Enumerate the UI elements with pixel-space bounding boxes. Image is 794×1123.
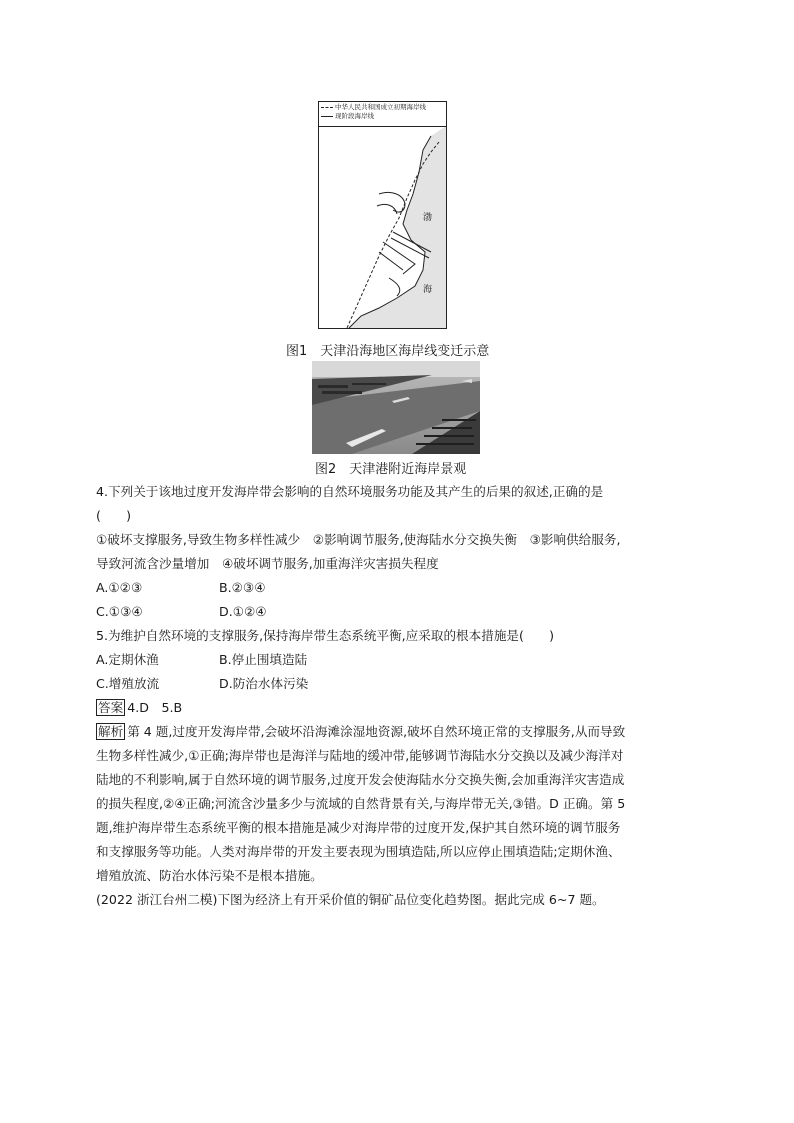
q5-option-d: D.防治水体污染 <box>219 676 309 691</box>
q4-option-b: B.②③④ <box>219 580 266 595</box>
q5-option-c: C.增殖放流 <box>96 676 160 691</box>
q4-option-a: A.①②③ <box>96 580 143 595</box>
q4-option-d: D.①②④ <box>219 604 267 619</box>
q5-stem: 5.为维护自然环境的支撑服务,保持海岸带生态系统平衡,应采取的根本措施是( ) <box>96 628 555 643</box>
answer-label: 答案 <box>98 700 124 715</box>
q5-option-a: A.定期休渔 <box>96 652 159 667</box>
sea-label-bo: 渤 <box>423 213 433 223</box>
analysis-line7: 增殖放流、防治水体污染不是根本措施。 <box>96 868 323 883</box>
analysis-line4: 的损失程度,②④正确;河流含沙量多少与流域的自然背景有关,与海岸带无关,③错。D 正确。第 5 <box>96 796 626 811</box>
legend-new-coastline <box>319 112 446 120</box>
solid-line-icon <box>321 116 333 117</box>
dashed-line-icon <box>321 107 333 108</box>
answer-line <box>96 699 182 717</box>
analysis-label: 解析 <box>98 724 124 739</box>
figure1-caption: 图1 天津沿海地区海岸线变迁示意 <box>286 344 490 359</box>
analysis-line3: 陆地的不利影响,属于自然环境的调节服务,过度开发会使海陆水分交换失衡,会加重海洋灾害造成 <box>96 772 625 787</box>
analysis-line2: 生物多样性减少,①正确;海岸带也是海洋与陆地的缓冲带,能够调节海陆水分交换以及减少海洋对 <box>96 748 624 763</box>
q4-statements-line1: ①破坏支撑服务,导致生物多样性减少 ②影响调节服务,使海陆水分交换失衡 ③影响供给服务, <box>96 532 621 547</box>
figure2-caption: 图2 天津港附近海岸景观 <box>315 462 467 477</box>
map-legend <box>319 102 446 127</box>
figure1-coastline-map <box>318 101 447 329</box>
legend-old-coastline <box>319 103 446 111</box>
figure2-port-photo <box>312 361 480 454</box>
q4-statements-line2: 导致河流含沙量增加 ④破坏调节服务,加重海洋灾害损失程度 <box>96 556 439 571</box>
analysis-text-1: 第 4 题,过度开发海岸带,会破坏沿海滩涂湿地资源,破坏自然环境正常的支撑服务,从而导致 <box>127 724 626 739</box>
q5-option-b: B.停止围填造陆 <box>219 652 308 667</box>
port-photo-drawing <box>312 361 480 454</box>
legend-old-label: 中华人民共和国成立初期海岸线 <box>335 103 426 111</box>
q4-option-c: C.①③④ <box>96 604 143 619</box>
q4-stem-text: 4.下列关于该地过度开发海岸带会影响的自然环境服务功能及其产生的后果的叙述,正确的是 <box>96 484 604 499</box>
q4-answer-blank: ( ) <box>96 508 132 523</box>
q4-stem-line1 <box>96 483 603 501</box>
analysis-line6: 和支撑服务等功能。人类对海岸带的开发主要表现为围填造陆,所以应停止围填造陆;定期休渔、 <box>96 844 621 859</box>
analysis-line1 <box>96 723 625 741</box>
analysis-line5: 题,维护海岸带生态系统平衡的根本措施是减少对海岸带的过度开发,保护其自然环境的调节服务 <box>96 820 621 835</box>
next-questions-intro: (2022 浙江台州二模)下图为经济上有开采价值的铜矿品位变化趋势图。据此完成 6~7 题。 <box>96 892 605 907</box>
legend-new-label: 现阶段海岸线 <box>335 112 374 120</box>
answer-text: 4.D 5.B <box>127 700 183 715</box>
sea-label-hai: 海 <box>423 285 433 295</box>
